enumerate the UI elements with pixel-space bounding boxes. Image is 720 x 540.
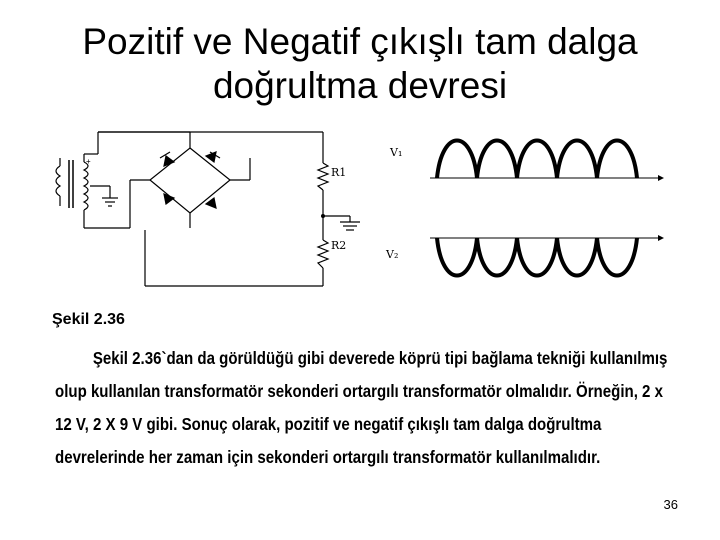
circuit-diagram (40, 118, 680, 308)
page-number: 36 (663, 497, 678, 512)
junction-dot (321, 214, 325, 218)
v1-label: V₁ (390, 146, 403, 159)
title-line-1: Pozitif ve Negatif çıkışlı tam dalga (82, 21, 638, 62)
body-paragraph (55, 342, 670, 474)
transformer (56, 154, 118, 228)
v2-label: V₂ (386, 248, 399, 261)
v2-waveform (430, 235, 664, 276)
title-line-2: doğrultma devresi (212, 65, 508, 106)
bridge-rectifier (150, 148, 230, 213)
slide-title (0, 20, 720, 108)
r2-label: R2 (331, 239, 347, 252)
resistor-r2 (318, 240, 328, 268)
v1-waveform (430, 141, 664, 182)
paragraph-text: Şekil 2.36`dan da görüldüğü gibi deverede köprü tipi bağlama tekniği kullanılmış olup kullanılan transformatör sekonderi ortargılı transformatör olmalıdır. Örneğin, 2 x 12 V, 2 X 9 V gibi. Sonuç olarak, pozitif ve negatif çıkışlı tam dalga doğrultma devrelerinde her zaman için sekonderi ortargılı transformatör kullanılmalıdır. (55, 348, 668, 467)
resistor-r1 (318, 163, 328, 190)
figure-caption: Şekil 2.36 (52, 311, 125, 328)
r1-label: R1 (331, 166, 347, 179)
svg-text:+: + (86, 157, 91, 166)
